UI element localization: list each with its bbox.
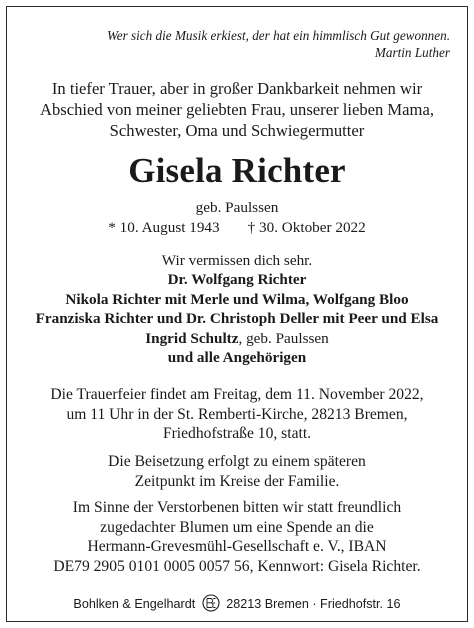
birth-date: * 10. August 1943 [108,219,220,236]
burial-info [20,452,454,491]
donation-info [20,498,454,576]
motto-author: Martin Luther [374,44,450,60]
funeral-home-logo-icon [202,594,220,612]
burial-line: Zeitpunkt im Kreise der Familie. [134,472,340,490]
mourner-name-bold: Ingrid Schultz [145,329,239,347]
funeral-home-address: 28213 Bremen · Friedhofstr. 16 [226,597,401,611]
mourner-line: Nikola Richter mit Merle und Wilma, Wolfgang Bloo [65,290,409,308]
donation-line: Im Sinne der Verstorbenen bitten wir statt freundlich [72,499,402,516]
intro-line: Schwester, Oma und Schwiegermutter [109,121,365,140]
funeral-home-name: Bohlken & Engelhardt [73,597,196,611]
donation-line: Hermann-Grevesmühl-Gesellschaft e. V., IBAN [87,538,387,556]
intro-text [20,78,454,141]
funeral-line: um 11 Uhr in der St. Remberti-Kirche, 28213 Bremen, [66,405,408,423]
funeral-home-footer [20,597,454,612]
mourner-line: Dr. Wolfgang Richter [167,271,307,289]
born-name: geb. Paulssen [195,199,279,216]
funeral-line: Friedhofstraße 10, statt. [162,425,312,443]
death-date: † 30. Oktober 2022 [247,219,366,236]
donation-line: zugedachter Blumen um eine Spende an die [100,518,374,536]
mourner-name-rest: , geb. Paulssen [238,329,329,347]
intro-line: Abschied von meiner geliebten Frau, unserer lieben Mama, [40,100,434,119]
funeral-info [20,385,454,444]
mourner-line: Franziska Richter und Dr. Christoph Deller mit Peer und Elsa [35,310,439,328]
funeral-line: Die Trauerfeier findet am Freitag, dem 11. November 2022, [50,386,424,403]
mourner-line: und alle Angehörigen [167,349,307,367]
mourner-line [10,329,464,348]
mourners-list [10,251,464,367]
motto-quote [30,28,450,61]
motto-text: Wer sich die Musik erkiest, der hat ein himmlisch Gut gewonnen. [106,28,450,43]
life-dates [20,219,454,237]
mourners-intro: Wir vermissen dich sehr. [161,252,313,269]
donation-line: DE79 2905 0101 0005 0057 56, Kennwort: Gisela Richter. [53,557,421,575]
burial-line: Die Beisetzung erfolgt zu einem späteren [108,453,366,470]
deceased-name: Gisela Richter [128,151,346,190]
intro-line: In tiefer Trauer, aber in großer Dankbarkeit nehmen wir [51,79,423,98]
